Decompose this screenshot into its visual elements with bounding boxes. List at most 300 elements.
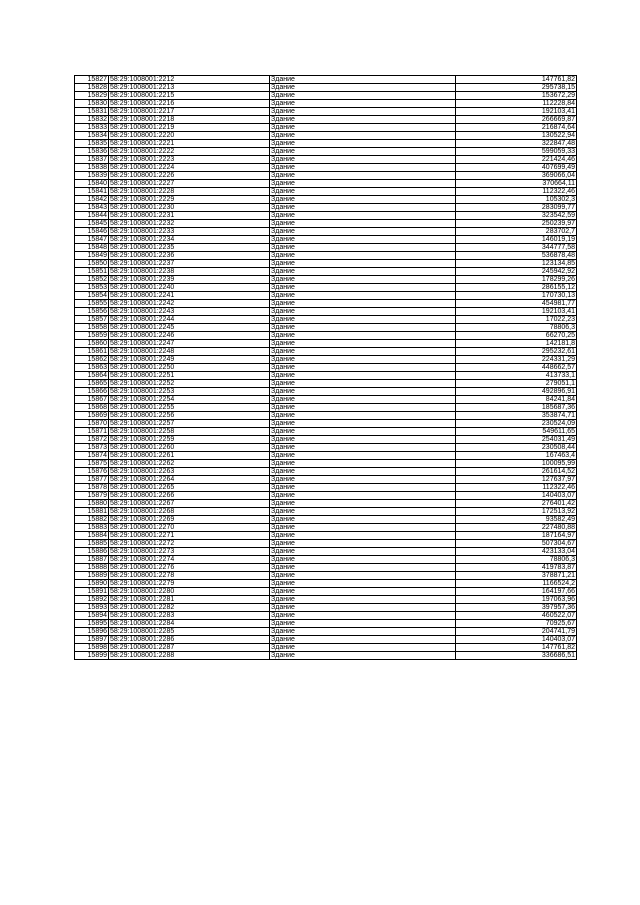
- value-cell: 419783,87: [456, 564, 577, 572]
- object-type-cell: Здание: [270, 636, 456, 644]
- value-cell: 413733,1: [456, 372, 577, 380]
- table-row: [75, 164, 577, 172]
- row-number-cell: 15834: [75, 132, 109, 140]
- row-number-cell: 15876: [75, 468, 109, 476]
- cadastral-number-cell: 58:29:1008001:2288: [109, 652, 270, 660]
- table-row: [75, 652, 577, 660]
- table-row: [75, 252, 577, 260]
- cadastral-number-cell: 58:29:1008001:2267: [109, 500, 270, 508]
- cadastral-number-cell: 58:29:1008001:2283: [109, 612, 270, 620]
- table-row: [75, 612, 577, 620]
- cadastral-number-cell: 58:29:1008001:2239: [109, 276, 270, 284]
- row-number-cell: 15832: [75, 116, 109, 124]
- table-row: [75, 212, 577, 220]
- row-number-cell: 15881: [75, 508, 109, 516]
- cadastral-number-cell: 58:29:1008001:2271: [109, 532, 270, 540]
- row-number-cell: 15828: [75, 84, 109, 92]
- table-row: [75, 172, 577, 180]
- row-number-cell: 15883: [75, 524, 109, 532]
- row-number-cell: 15831: [75, 108, 109, 116]
- row-number-cell: 15841: [75, 188, 109, 196]
- table-row: [75, 308, 577, 316]
- table-row: [75, 636, 577, 644]
- cadastral-number-cell: 58:29:1008001:2230: [109, 204, 270, 212]
- table-row: [75, 500, 577, 508]
- cadastral-number-cell: 58:29:1008001:2284: [109, 620, 270, 628]
- value-cell: 187164,97: [456, 532, 577, 540]
- row-number-cell: 15891: [75, 588, 109, 596]
- row-number-cell: 15875: [75, 460, 109, 468]
- table-row: [75, 644, 577, 652]
- row-number-cell: 15851: [75, 268, 109, 276]
- object-type-cell: Здание: [270, 156, 456, 164]
- row-number-cell: 15846: [75, 228, 109, 236]
- table-row: [75, 604, 577, 612]
- value-cell: 70925,67: [456, 620, 577, 628]
- table-row: [75, 556, 577, 564]
- table-row: [75, 476, 577, 484]
- value-cell: 295738,15: [456, 84, 577, 92]
- value-cell: 221424,46: [456, 156, 577, 164]
- row-number-cell: 15865: [75, 380, 109, 388]
- table-row: [75, 548, 577, 556]
- row-number-cell: 15873: [75, 444, 109, 452]
- value-cell: 192103,41: [456, 308, 577, 316]
- object-type-cell: Здание: [270, 580, 456, 588]
- value-cell: 105302,3: [456, 196, 577, 204]
- table-row: [75, 148, 577, 156]
- object-type-cell: Здание: [270, 356, 456, 364]
- table-row: [75, 180, 577, 188]
- cadastral-number-cell: 58:29:1008001:2270: [109, 524, 270, 532]
- object-type-cell: Здание: [270, 612, 456, 620]
- table-row: [75, 396, 577, 404]
- object-type-cell: Здание: [270, 508, 456, 516]
- value-cell: 84241,84: [456, 396, 577, 404]
- object-type-cell: Здание: [270, 604, 456, 612]
- row-number-cell: 15872: [75, 436, 109, 444]
- object-type-cell: Здание: [270, 324, 456, 332]
- cadastral-number-cell: 58:29:1008001:2212: [109, 76, 270, 84]
- cadastral-number-cell: 58:29:1008001:2258: [109, 428, 270, 436]
- value-cell: 197063,96: [456, 596, 577, 604]
- value-cell: 295232,61: [456, 348, 577, 356]
- object-type-cell: Здание: [270, 420, 456, 428]
- cadastral-number-cell: 58:29:1008001:2253: [109, 388, 270, 396]
- cadastral-number-cell: 58:29:1008001:2256: [109, 412, 270, 420]
- value-cell: 254031,49: [456, 436, 577, 444]
- table-row: [75, 324, 577, 332]
- object-type-cell: Здание: [270, 300, 456, 308]
- object-type-cell: Здание: [270, 236, 456, 244]
- value-cell: 142181,8: [456, 340, 577, 348]
- row-number-cell: 15877: [75, 476, 109, 484]
- cadastral-number-cell: 58:29:1008001:2237: [109, 260, 270, 268]
- row-number-cell: 15854: [75, 292, 109, 300]
- table-row: [75, 140, 577, 148]
- object-type-cell: Здание: [270, 492, 456, 500]
- object-type-cell: Здание: [270, 452, 456, 460]
- cadastral-number-cell: 58:29:1008001:2254: [109, 396, 270, 404]
- cadastral-number-cell: 58:29:1008001:2250: [109, 364, 270, 372]
- cadastral-number-cell: 58:29:1008001:2242: [109, 300, 270, 308]
- value-cell: 549611,65: [456, 428, 577, 436]
- table-body: [75, 76, 577, 660]
- table-row: [75, 284, 577, 292]
- row-number-cell: 15867: [75, 396, 109, 404]
- row-number-cell: 15842: [75, 196, 109, 204]
- table-row: [75, 572, 577, 580]
- table-row: [75, 628, 577, 636]
- object-type-cell: Здание: [270, 428, 456, 436]
- object-type-cell: Здание: [270, 244, 456, 252]
- value-cell: 276401,42: [456, 500, 577, 508]
- table-row: [75, 332, 577, 340]
- value-cell: 423133,04: [456, 548, 577, 556]
- table-row: [75, 300, 577, 308]
- cadastral-number-cell: 58:29:1008001:2264: [109, 476, 270, 484]
- object-type-cell: Здание: [270, 652, 456, 660]
- cadastral-number-cell: 58:29:1008001:2252: [109, 380, 270, 388]
- value-cell: 172513,92: [456, 508, 577, 516]
- row-number-cell: 15885: [75, 540, 109, 548]
- value-cell: 112228,84: [456, 100, 577, 108]
- object-type-cell: Здание: [270, 260, 456, 268]
- value-cell: 185687,36: [456, 404, 577, 412]
- row-number-cell: 15863: [75, 364, 109, 372]
- object-type-cell: Здание: [270, 284, 456, 292]
- value-cell: 224331,29: [456, 356, 577, 364]
- object-type-cell: Здание: [270, 228, 456, 236]
- value-cell: 536878,48: [456, 252, 577, 260]
- table-row: [75, 580, 577, 588]
- object-type-cell: Здание: [270, 332, 456, 340]
- cadastral-number-cell: 58:29:1008001:2248: [109, 348, 270, 356]
- value-cell: 266669,87: [456, 116, 577, 124]
- object-type-cell: Здание: [270, 588, 456, 596]
- value-cell: 599059,33: [456, 148, 577, 156]
- object-type-cell: Здание: [270, 444, 456, 452]
- object-type-cell: Здание: [270, 132, 456, 140]
- table-row: [75, 436, 577, 444]
- value-cell: 1166524,2: [456, 580, 577, 588]
- object-type-cell: Здание: [270, 92, 456, 100]
- cadastral-number-cell: 58:29:1008001:2255: [109, 404, 270, 412]
- table-row: [75, 620, 577, 628]
- row-number-cell: 15884: [75, 532, 109, 540]
- row-number-cell: 15835: [75, 140, 109, 148]
- row-number-cell: 15888: [75, 564, 109, 572]
- table-row: [75, 108, 577, 116]
- object-type-cell: Здание: [270, 596, 456, 604]
- object-type-cell: Здание: [270, 316, 456, 324]
- object-type-cell: Здание: [270, 564, 456, 572]
- table-row: [75, 516, 577, 524]
- cadastral-number-cell: 58:29:1008001:2218: [109, 116, 270, 124]
- table-row: [75, 132, 577, 140]
- cadastral-number-cell: 58:29:1008001:2236: [109, 252, 270, 260]
- object-type-cell: Здание: [270, 108, 456, 116]
- cadastral-number-cell: 58:29:1008001:2226: [109, 172, 270, 180]
- cadastral-number-cell: 58:29:1008001:2247: [109, 340, 270, 348]
- cadastral-number-cell: 58:29:1008001:2263: [109, 468, 270, 476]
- table-row: [75, 124, 577, 132]
- table-row: [75, 372, 577, 380]
- table-row: [75, 564, 577, 572]
- cadastral-number-cell: 58:29:1008001:2257: [109, 420, 270, 428]
- value-cell: 230508,44: [456, 444, 577, 452]
- value-cell: 369066,04: [456, 172, 577, 180]
- table-row: [75, 220, 577, 228]
- row-number-cell: 15894: [75, 612, 109, 620]
- cadastral-number-cell: 58:29:1008001:2279: [109, 580, 270, 588]
- row-number-cell: 15853: [75, 284, 109, 292]
- row-number-cell: 15892: [75, 596, 109, 604]
- value-cell: 100095,99: [456, 460, 577, 468]
- cadastral-number-cell: 58:29:1008001:2268: [109, 508, 270, 516]
- cadastral-number-cell: 58:29:1008001:2273: [109, 548, 270, 556]
- value-cell: 250239,97: [456, 220, 577, 228]
- row-number-cell: 15838: [75, 164, 109, 172]
- table-row: [75, 204, 577, 212]
- table-row: [75, 188, 577, 196]
- table-row: [75, 484, 577, 492]
- object-type-cell: Здание: [270, 220, 456, 228]
- value-cell: 245942,92: [456, 268, 577, 276]
- cadastral-number-cell: 58:29:1008001:2219: [109, 124, 270, 132]
- row-number-cell: 15837: [75, 156, 109, 164]
- row-number-cell: 15843: [75, 204, 109, 212]
- table-row: [75, 116, 577, 124]
- row-number-cell: 15852: [75, 276, 109, 284]
- table-row: [75, 348, 577, 356]
- cadastral-number-cell: 58:29:1008001:2213: [109, 84, 270, 92]
- row-number-cell: 15869: [75, 412, 109, 420]
- object-type-cell: Здание: [270, 340, 456, 348]
- row-number-cell: 15874: [75, 452, 109, 460]
- object-type-cell: Здание: [270, 164, 456, 172]
- row-number-cell: 15847: [75, 236, 109, 244]
- object-type-cell: Здание: [270, 140, 456, 148]
- cadastral-number-cell: 58:29:1008001:2280: [109, 588, 270, 596]
- row-number-cell: 15866: [75, 388, 109, 396]
- table-row: [75, 492, 577, 500]
- object-type-cell: Здание: [270, 460, 456, 468]
- row-number-cell: 15862: [75, 356, 109, 364]
- value-cell: 167463,4: [456, 452, 577, 460]
- object-type-cell: Здание: [270, 204, 456, 212]
- table-row: [75, 380, 577, 388]
- cadastral-number-cell: 58:29:1008001:2220: [109, 132, 270, 140]
- value-cell: 147761,82: [456, 644, 577, 652]
- cadastral-number-cell: 58:29:1008001:2265: [109, 484, 270, 492]
- row-number-cell: 15879: [75, 492, 109, 500]
- value-cell: 204741,79: [456, 628, 577, 636]
- value-cell: 261614,52: [456, 468, 577, 476]
- value-cell: 146019,19: [456, 236, 577, 244]
- table-row: [75, 292, 577, 300]
- object-type-cell: Здание: [270, 436, 456, 444]
- cadastral-number-cell: 58:29:1008001:2216: [109, 100, 270, 108]
- value-cell: 78806,3: [456, 556, 577, 564]
- table-row: [75, 444, 577, 452]
- row-number-cell: 15870: [75, 420, 109, 428]
- value-cell: 170730,13: [456, 292, 577, 300]
- row-number-cell: 15882: [75, 516, 109, 524]
- value-cell: 192103,41: [456, 108, 577, 116]
- table-row: [75, 468, 577, 476]
- object-type-cell: Здание: [270, 532, 456, 540]
- value-cell: 397957,36: [456, 604, 577, 612]
- table-row: [75, 412, 577, 420]
- table-row: [75, 420, 577, 428]
- table-row: [75, 276, 577, 284]
- cadastral-number-cell: 58:29:1008001:2238: [109, 268, 270, 276]
- value-cell: 353874,71: [456, 412, 577, 420]
- object-type-cell: Здание: [270, 172, 456, 180]
- object-type-cell: Здание: [270, 292, 456, 300]
- value-cell: 147761,82: [456, 76, 577, 84]
- value-cell: 454981,77: [456, 300, 577, 308]
- cadastral-number-cell: 58:29:1008001:2235: [109, 244, 270, 252]
- cadastral-number-cell: 58:29:1008001:2285: [109, 628, 270, 636]
- row-number-cell: 15898: [75, 644, 109, 652]
- object-type-cell: Здание: [270, 396, 456, 404]
- value-cell: 378871,21: [456, 572, 577, 580]
- value-cell: 216874,64: [456, 124, 577, 132]
- object-type-cell: Здание: [270, 124, 456, 132]
- object-type-cell: Здание: [270, 556, 456, 564]
- value-cell: 336686,51: [456, 652, 577, 660]
- table-row: [75, 260, 577, 268]
- object-type-cell: Здание: [270, 404, 456, 412]
- row-number-cell: 15868: [75, 404, 109, 412]
- object-type-cell: Здание: [270, 252, 456, 260]
- value-cell: 448662,57: [456, 364, 577, 372]
- table-row: [75, 364, 577, 372]
- object-type-cell: Здание: [270, 644, 456, 652]
- table-row: [75, 236, 577, 244]
- object-type-cell: Здание: [270, 308, 456, 316]
- object-type-cell: Здание: [270, 180, 456, 188]
- cadastral-number-cell: 58:29:1008001:2231: [109, 212, 270, 220]
- cadastral-number-cell: 58:29:1008001:2259: [109, 436, 270, 444]
- row-number-cell: 15878: [75, 484, 109, 492]
- object-type-cell: Здание: [270, 468, 456, 476]
- cadastral-number-cell: 58:29:1008001:2233: [109, 228, 270, 236]
- row-number-cell: 15889: [75, 572, 109, 580]
- row-number-cell: 15893: [75, 604, 109, 612]
- cadastral-number-cell: 58:29:1008001:2262: [109, 460, 270, 468]
- object-type-cell: Здание: [270, 372, 456, 380]
- cadastral-number-cell: 58:29:1008001:2278: [109, 572, 270, 580]
- object-type-cell: Здание: [270, 572, 456, 580]
- row-number-cell: 15880: [75, 500, 109, 508]
- row-number-cell: 15836: [75, 148, 109, 156]
- value-cell: 283099,77: [456, 204, 577, 212]
- value-cell: 140403,07: [456, 492, 577, 500]
- value-cell: 283702,7: [456, 228, 577, 236]
- row-number-cell: 15887: [75, 556, 109, 564]
- object-type-cell: Здание: [270, 188, 456, 196]
- cadastral-number-cell: 58:29:1008001:2232: [109, 220, 270, 228]
- value-cell: 112322,46: [456, 484, 577, 492]
- table-row: [75, 76, 577, 84]
- cadastral-number-cell: 58:29:1008001:2266: [109, 492, 270, 500]
- row-number-cell: 15895: [75, 620, 109, 628]
- table-row: [75, 524, 577, 532]
- cadastral-number-cell: 58:29:1008001:2261: [109, 452, 270, 460]
- value-cell: 178299,26: [456, 276, 577, 284]
- table-row: [75, 228, 577, 236]
- cadastral-number-cell: 58:29:1008001:2245: [109, 324, 270, 332]
- row-number-cell: 15864: [75, 372, 109, 380]
- cadastral-number-cell: 58:29:1008001:2249: [109, 356, 270, 364]
- row-number-cell: 15845: [75, 220, 109, 228]
- row-number-cell: 15850: [75, 260, 109, 268]
- object-type-cell: Здание: [270, 500, 456, 508]
- cadastral-number-cell: 58:29:1008001:2282: [109, 604, 270, 612]
- row-number-cell: 15830: [75, 100, 109, 108]
- object-type-cell: Здание: [270, 116, 456, 124]
- table-row: [75, 156, 577, 164]
- row-number-cell: 15859: [75, 332, 109, 340]
- data-table: [74, 75, 577, 660]
- value-cell: 140403,07: [456, 636, 577, 644]
- object-type-cell: Здание: [270, 540, 456, 548]
- object-type-cell: Здание: [270, 388, 456, 396]
- object-type-cell: Здание: [270, 524, 456, 532]
- row-number-cell: 15886: [75, 548, 109, 556]
- row-number-cell: 15857: [75, 316, 109, 324]
- object-type-cell: Здание: [270, 276, 456, 284]
- row-number-cell: 15871: [75, 428, 109, 436]
- table-row: [75, 508, 577, 516]
- value-cell: 279051,1: [456, 380, 577, 388]
- table-row: [75, 92, 577, 100]
- cadastral-number-cell: 58:29:1008001:2221: [109, 140, 270, 148]
- object-type-cell: Здание: [270, 348, 456, 356]
- table-row: [75, 244, 577, 252]
- value-cell: 17022,23: [456, 316, 577, 324]
- object-type-cell: Здание: [270, 516, 456, 524]
- row-number-cell: 15827: [75, 76, 109, 84]
- row-number-cell: 15897: [75, 636, 109, 644]
- cadastral-number-cell: 58:29:1008001:2276: [109, 564, 270, 572]
- table-row: [75, 428, 577, 436]
- object-type-cell: Здание: [270, 196, 456, 204]
- object-type-cell: Здание: [270, 548, 456, 556]
- value-cell: 130522,94: [456, 132, 577, 140]
- table-row: [75, 588, 577, 596]
- value-cell: 492896,91: [456, 388, 577, 396]
- object-type-cell: Здание: [270, 212, 456, 220]
- cadastral-number-cell: 58:29:1008001:2228: [109, 188, 270, 196]
- object-type-cell: Здание: [270, 148, 456, 156]
- value-cell: 322847,48: [456, 140, 577, 148]
- row-number-cell: 15829: [75, 92, 109, 100]
- table-row: [75, 316, 577, 324]
- value-cell: 127637,97: [456, 476, 577, 484]
- cadastral-number-cell: 58:29:1008001:2241: [109, 292, 270, 300]
- object-type-cell: Здание: [270, 484, 456, 492]
- row-number-cell: 15839: [75, 172, 109, 180]
- value-cell: 370664,11: [456, 180, 577, 188]
- object-type-cell: Здание: [270, 476, 456, 484]
- row-number-cell: 15849: [75, 252, 109, 260]
- row-number-cell: 15833: [75, 124, 109, 132]
- table-row: [75, 532, 577, 540]
